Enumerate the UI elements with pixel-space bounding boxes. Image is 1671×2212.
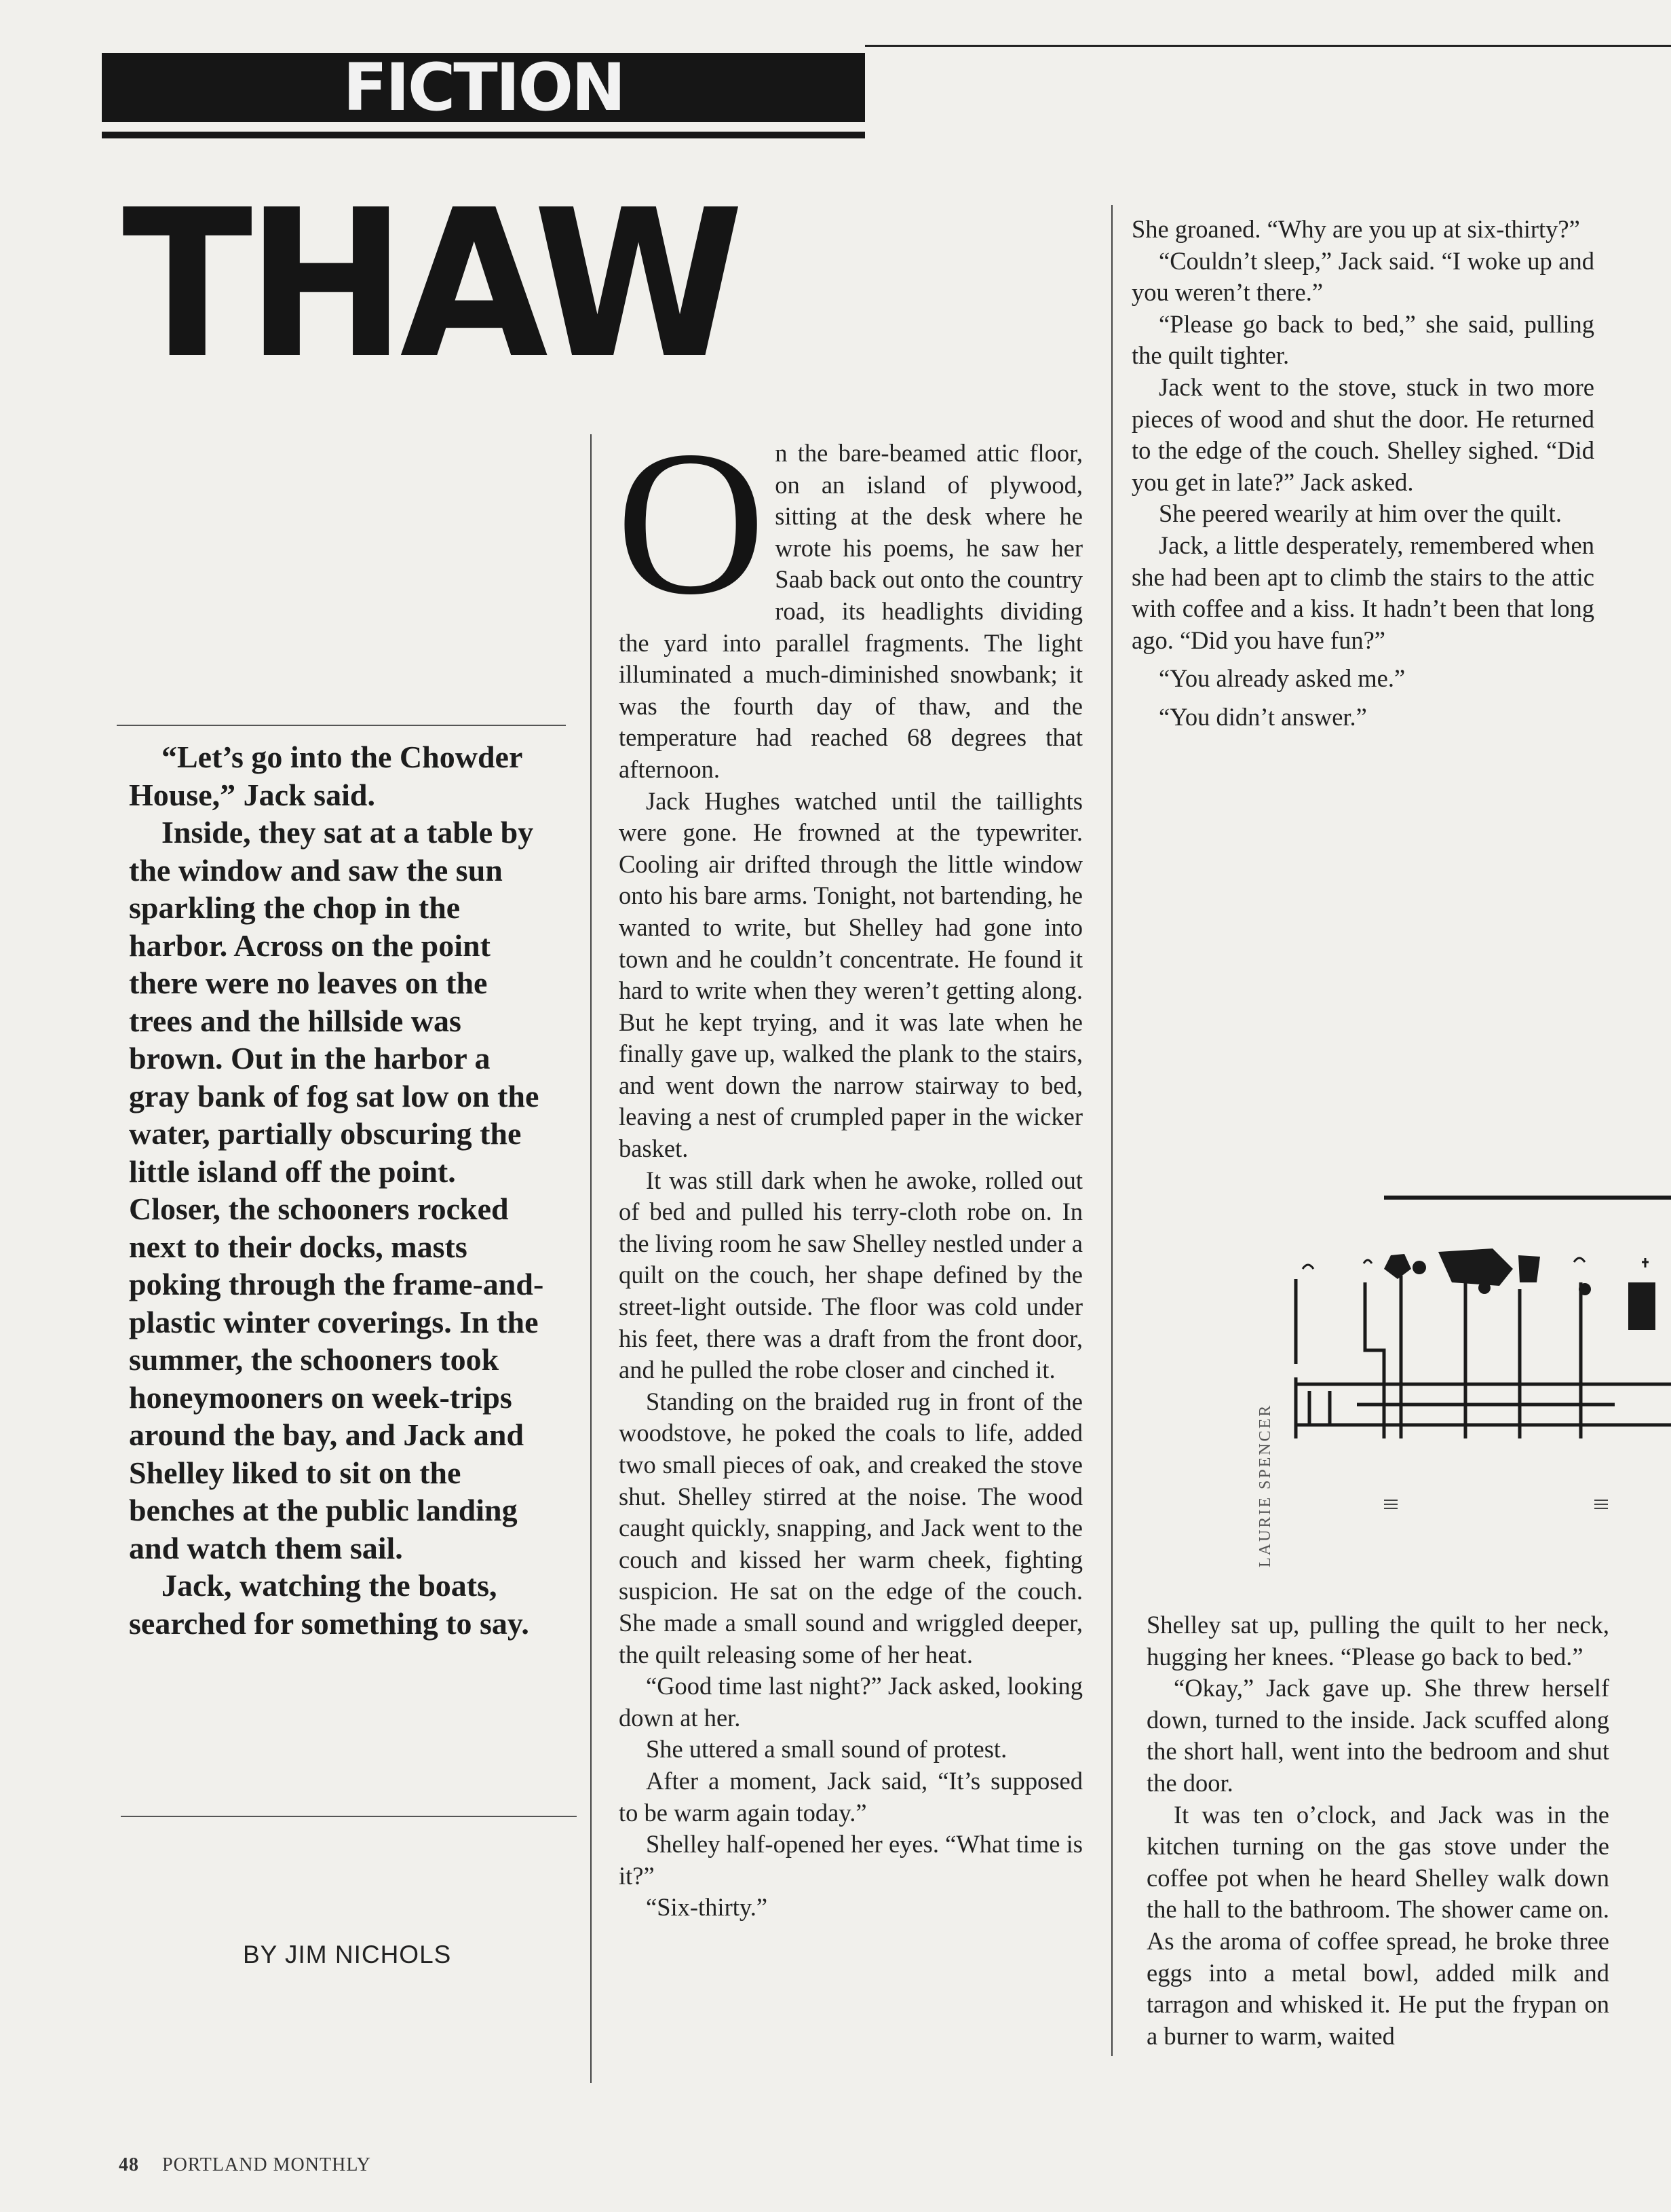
column-divider-right: [1111, 205, 1113, 2056]
pullquote: [129, 738, 550, 1642]
story-paragraph: “Please go back to bed,” she said, pulling the quilt tighter.: [1132, 309, 1594, 370]
story-paragraph: Shelley half-opened her eyes. “What time is it?”: [619, 1830, 1083, 1890]
illustration-credit: LAURIE SPENCER: [1256, 1403, 1274, 1567]
byline: BY JIM NICHOLS: [243, 1941, 452, 1968]
story-column-3-top: [1132, 214, 1594, 733]
story-paragraph: “Okay,” Jack gave up. She threw herself down, turned to the inside. Jack scuffed along the short hall, went into the bedroom and shut the door.: [1147, 1674, 1609, 1797]
pullquote-paragraph: “Let’s go into the Chowder House,” Jack said.: [129, 740, 522, 812]
pullquote-paragraph: Inside, they sat at a table by the window and saw the sun sparkling the chop in the harbor. Across on the point there were no leaves on the trees and the hillside was brown. Out in the harbor a gray bank of fog sat low on the water, partially obscuring the little island off the point. Closer, the schooners rocked next to their docks, masts poking through the frame-and-plastic winter coverings. In the summer, the schooners took honeymooners on week-trips around the bay, and Jack and Shelley liked to sit on the benches at the public landing and watch them sail.: [129, 815, 544, 1565]
pullquote-paragraph: Jack, watching the boats, searched for something to say.: [129, 1568, 529, 1641]
story-paragraph: It was still dark when he awoke, rolled out of bed and pulled his terry-cloth robe on. In the living room he saw Shelley nestled under a quilt on the couch, her shape defined by the street-light outside. The floor was cold under his feet, there was a draft from the front door, and he pulled the robe closer and cinched it.: [619, 1166, 1083, 1384]
pullquote-rule-top: [117, 725, 566, 726]
publication-name: PORTLAND MONTHLY: [162, 2154, 371, 2175]
story-paragraph: Jack, a little desperately, remembered when she had been apt to climb the stairs to the attic with coffee and a kiss. It hadn’t been that long ago. “Did you have fun?”: [1132, 531, 1594, 654]
top-rule: [865, 45, 1671, 47]
story-title: THAW: [122, 166, 738, 403]
drop-cap: O: [616, 408, 766, 637]
story-paragraph: She groaned. “Why are you up at six-thirty?”: [1132, 215, 1580, 243]
section-banner: FICTION: [102, 53, 865, 122]
page-number: 48: [119, 2154, 139, 2175]
story-paragraph: Shelley sat up, pulling the quilt to her neck, hugging her knees. “Please go back to bed.”: [1147, 1611, 1609, 1671]
story-paragraph: Jack went to the stove, stuck in two more pieces of wood and shut the door. He returned to the edge of the couch. Shelley sighed. “Did you get in late?” Jack asked.: [1132, 373, 1594, 496]
column-divider-left: [590, 434, 592, 2083]
story-column-3-bottom: [1147, 1609, 1609, 2052]
story-column-2: [616, 408, 1083, 1924]
story-paragraph: Jack Hughes watched until the taillights were gone. He frowned at the typewriter. Cooling air drifted through the little window onto his bare arms. Tonight, not bartending, he wanted to write, but Shelley had gone into town and he couldn’t concentrate. He found it hard to write when they weren’t getting along. But he kept trying, and it was late when he finally gave up, walked the plank to the stairs, and went down the narrow stairway to bed, leaving a nest of crumpled paper in the wicker basket.: [619, 786, 1083, 1163]
story-paragraph: She peered wearily at him over the quilt.: [1159, 499, 1562, 528]
story-paragraph: “Six-thirty.”: [646, 1893, 768, 1922]
page-footer: [119, 2154, 371, 2176]
story-paragraph: Standing on the braided rug in front of the woodstove, he poked the coals to life, added two small pieces of oak, and creaked the stove shut. Shelley stirred at the noise. The wood caught quickly, snapping, and Jack went to the couch and kissed her warm cheek, fighting suspicion. He sat on the edge of the couch. She made a small sound and wriggled deeper, the quilt releasing some of her heat.: [619, 1387, 1083, 1668]
story-paragraph: n the bare-beamed attic floor, on an island of plywood, sitting at the desk where he wrote his poems, he saw her Saab back out onto the country road, its headlights dividing the yard into parallel fragments. The light illuminated a much-diminished snowbank; it was the fourth day of thaw, and the temperature had reached 68 degrees that afternoon.: [619, 439, 1083, 783]
story-paragraph: “Good time last night?” Jack asked, looking down at her.: [619, 1672, 1083, 1732]
banner-underline: [102, 132, 865, 138]
story-paragraph: “You already asked me.”: [1159, 664, 1406, 693]
story-paragraph: It was ten o’clock, and Jack was in the kitchen turning on the gas stove under the coffee pot when he heard Shelley walk down the hall to the bathroom. The shower came on. As the aroma of coffee spread, he broke three eggs into a metal bowl, added milk and tarragon and whisked it. He put the frypan on a burner to warm, waited: [1147, 1800, 1609, 2050]
story-paragraph: She uttered a small sound of protest.: [646, 1735, 1007, 1763]
pullquote-rule-bottom: [121, 1816, 577, 1817]
story-paragraph: “Couldn’t sleep,” Jack said. “I woke up and you weren’t there.”: [1132, 246, 1594, 307]
story-paragraph: After a moment, Jack said, “It’s supposed to be warm again today.”: [619, 1766, 1083, 1827]
schooner-illustration: [1289, 1181, 1671, 1520]
story-paragraph: “You didn’t answer.”: [1159, 702, 1367, 731]
